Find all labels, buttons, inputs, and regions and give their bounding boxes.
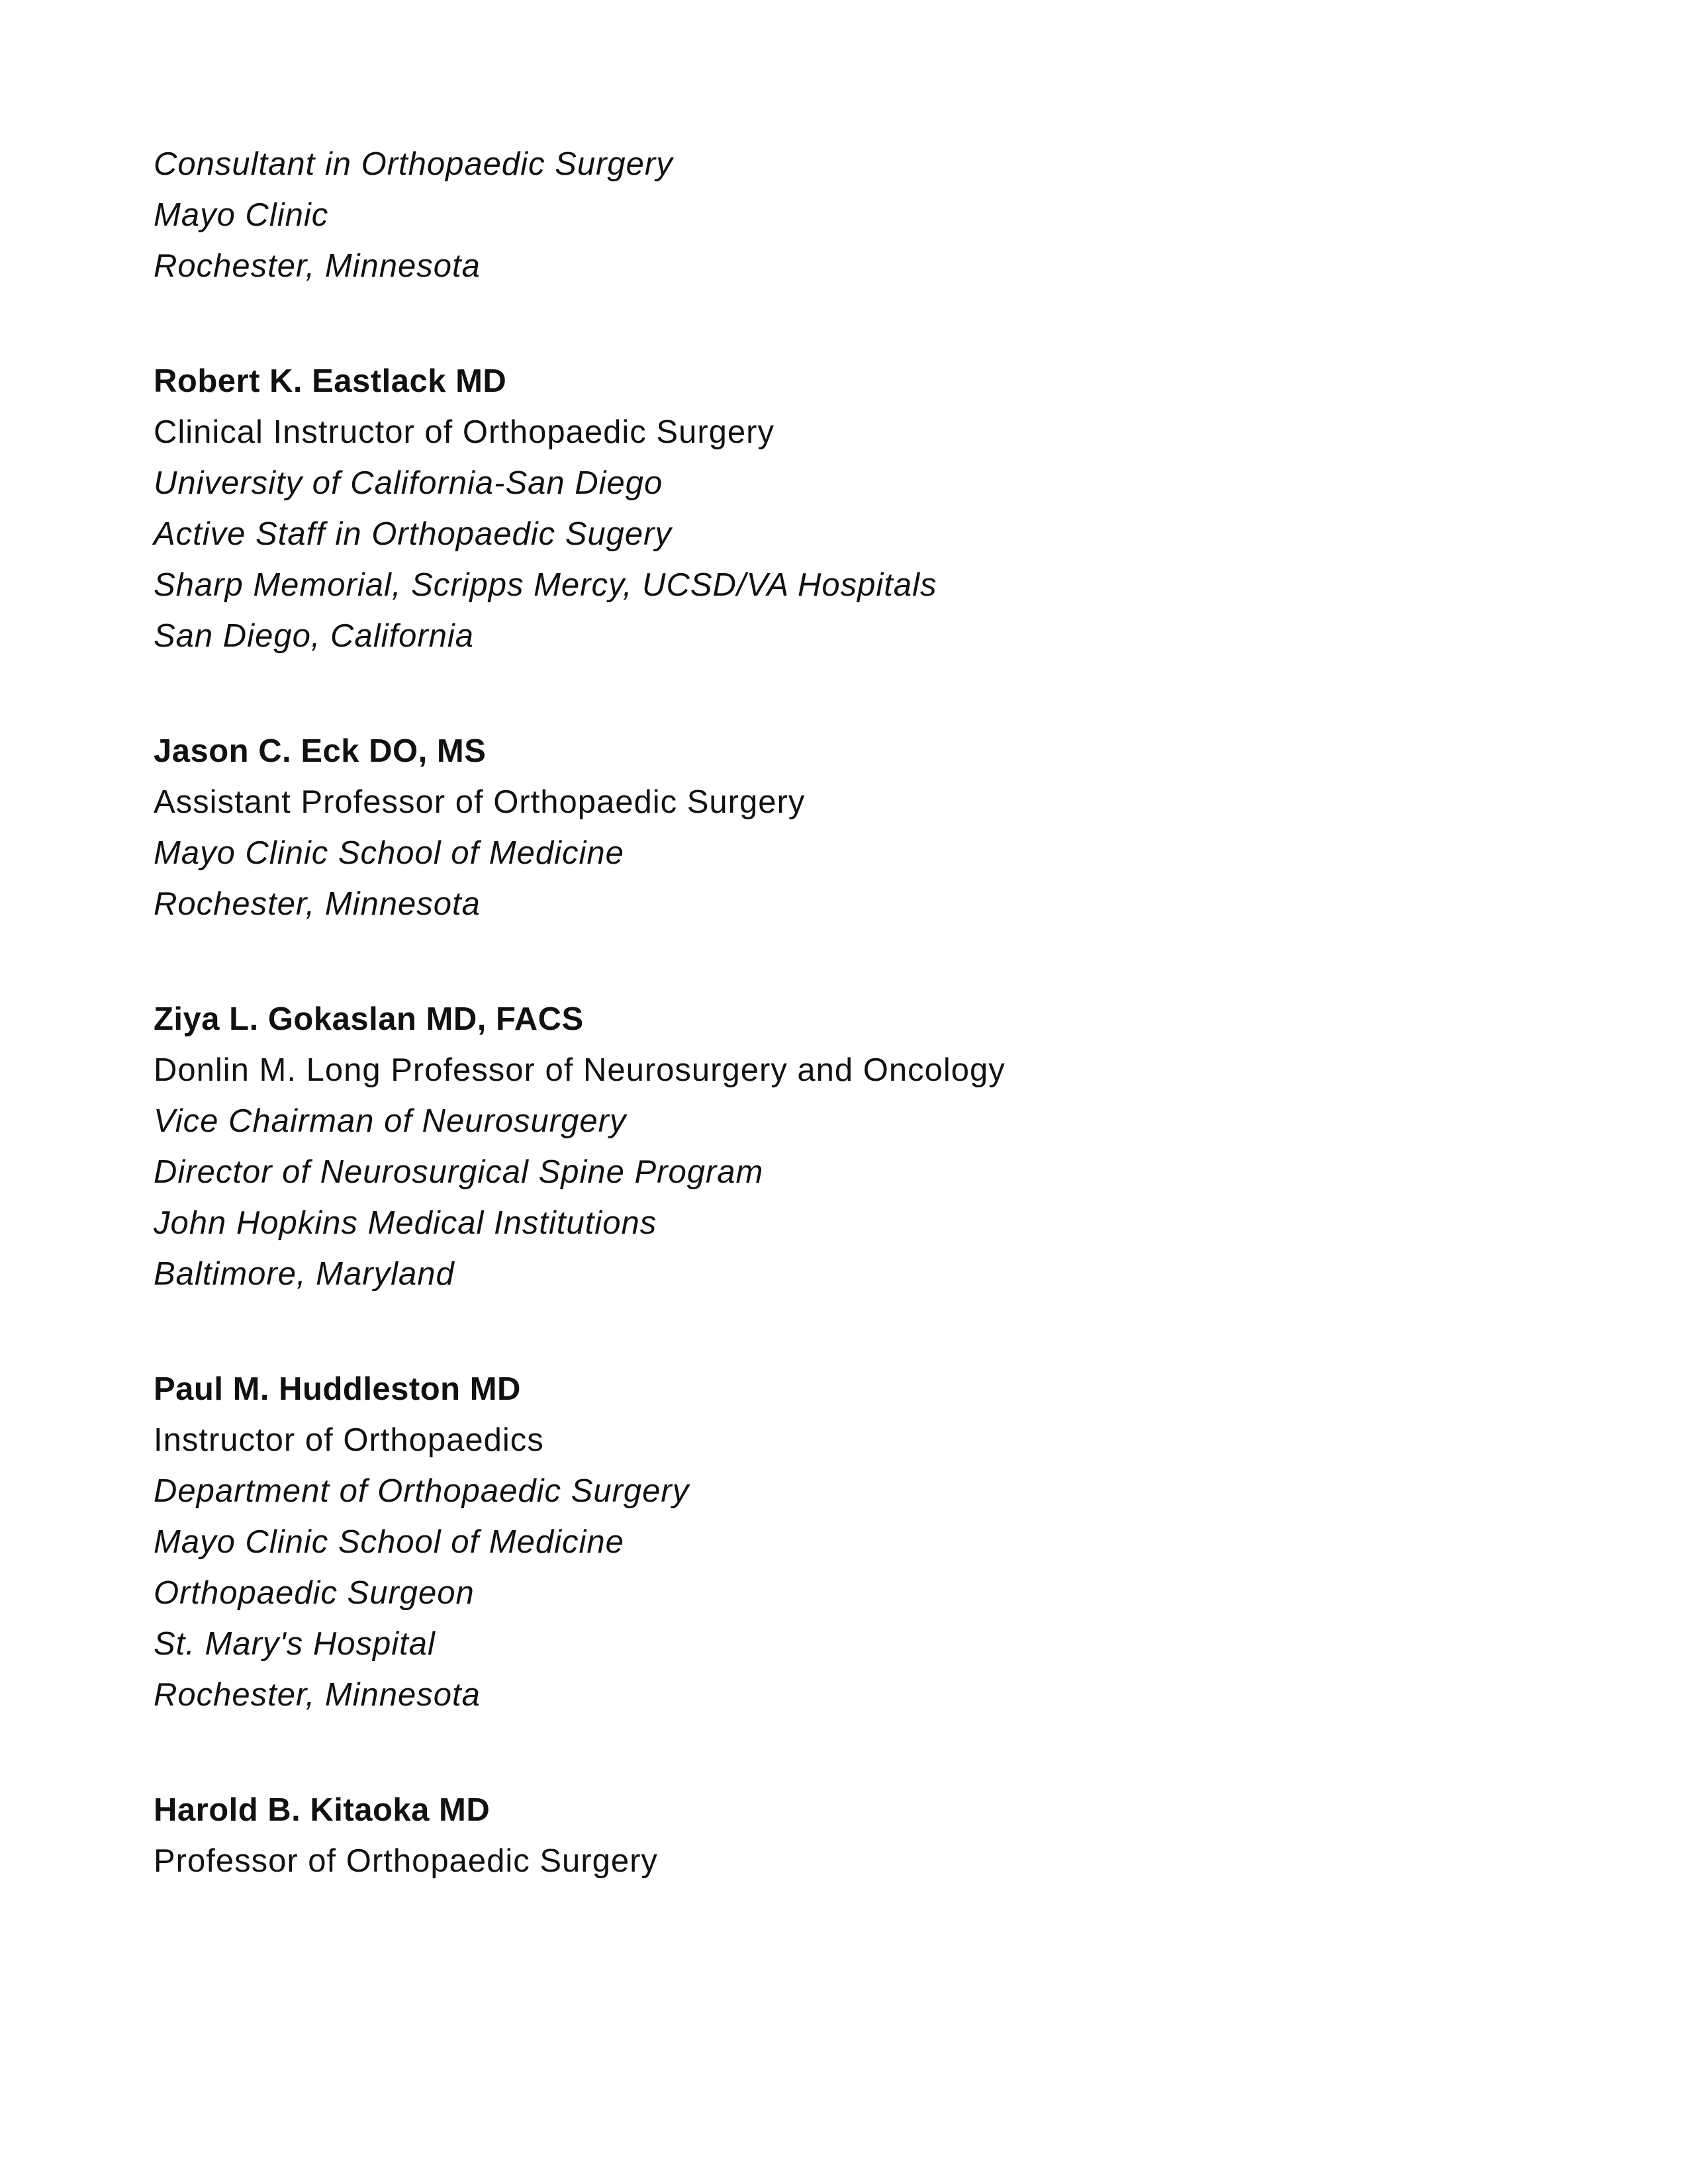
faculty-entry xyxy=(154,356,1544,662)
entry-detail-line: Orthopaedic Surgeon xyxy=(154,1575,475,1611)
entry-detail-line: St. Mary's Hospital xyxy=(154,1626,436,1662)
entry-detail-line: Mayo Clinic School of Medicine xyxy=(154,835,624,871)
entry-detail-line: Rochester, Minnesota xyxy=(154,248,481,284)
faculty-title: Instructor of Orthopaedics xyxy=(154,1422,544,1458)
continued-entry xyxy=(154,139,1544,292)
entry-detail-line: Department of Orthopaedic Surgery xyxy=(154,1473,690,1509)
faculty-name: Harold B. Kitaoka MD xyxy=(154,1792,491,1828)
faculty-entry xyxy=(154,726,1544,930)
faculty-entry xyxy=(154,994,1544,1300)
faculty-title: Donlin M. Long Professor of Neurosurgery and Oncology xyxy=(154,1052,1006,1088)
faculty-title: Professor of Orthopaedic Surgery xyxy=(154,1843,658,1879)
entry-detail-line: Rochester, Minnesota xyxy=(154,886,481,922)
entry-detail-line: Mayo Clinic xyxy=(154,197,329,233)
faculty-name: Robert K. Eastlack MD xyxy=(154,363,507,399)
faculty-name: Ziya L. Gokaslan MD, FACS xyxy=(154,1001,584,1037)
entry-detail-line: Rochester, Minnesota xyxy=(154,1677,481,1713)
entry-spacer xyxy=(154,930,1544,994)
entry-spacer xyxy=(154,1721,1544,1785)
faculty-entry xyxy=(154,1785,1544,1887)
entry-detail-line: Sharp Memorial, Scripps Mercy, UCSD/VA Hospitals xyxy=(154,567,937,603)
entry-detail-line: Vice Chairman of Neurosurgery xyxy=(154,1103,627,1139)
entry-detail-line: Director of Neurosurgical Spine Program xyxy=(154,1154,764,1190)
faculty-name: Jason C. Eck DO, MS xyxy=(154,733,487,769)
entry-detail-line: John Hopkins Medical Institutions xyxy=(154,1205,657,1241)
entry-detail-line: Active Staff in Orthopaedic Sugery xyxy=(154,516,672,552)
faculty-list-page xyxy=(154,139,1544,1887)
faculty-title: Assistant Professor of Orthopaedic Surgery xyxy=(154,784,806,820)
faculty-title: Clinical Instructor of Orthopaedic Surgery xyxy=(154,414,774,450)
entry-detail-line: San Diego, California xyxy=(154,618,475,654)
entry-detail-line: Mayo Clinic School of Medicine xyxy=(154,1524,624,1560)
entry-detail-line: Consultant in Orthopaedic Surgery xyxy=(154,146,673,182)
faculty-name: Paul M. Huddleston MD xyxy=(154,1371,521,1407)
entry-detail-line: Baltimore, Maryland xyxy=(154,1256,455,1292)
entry-spacer xyxy=(154,292,1544,356)
faculty-entry xyxy=(154,1364,1544,1721)
entry-spacer xyxy=(154,662,1544,726)
entry-spacer xyxy=(154,1300,1544,1364)
entry-detail-line: University of California-San Diego xyxy=(154,465,663,501)
